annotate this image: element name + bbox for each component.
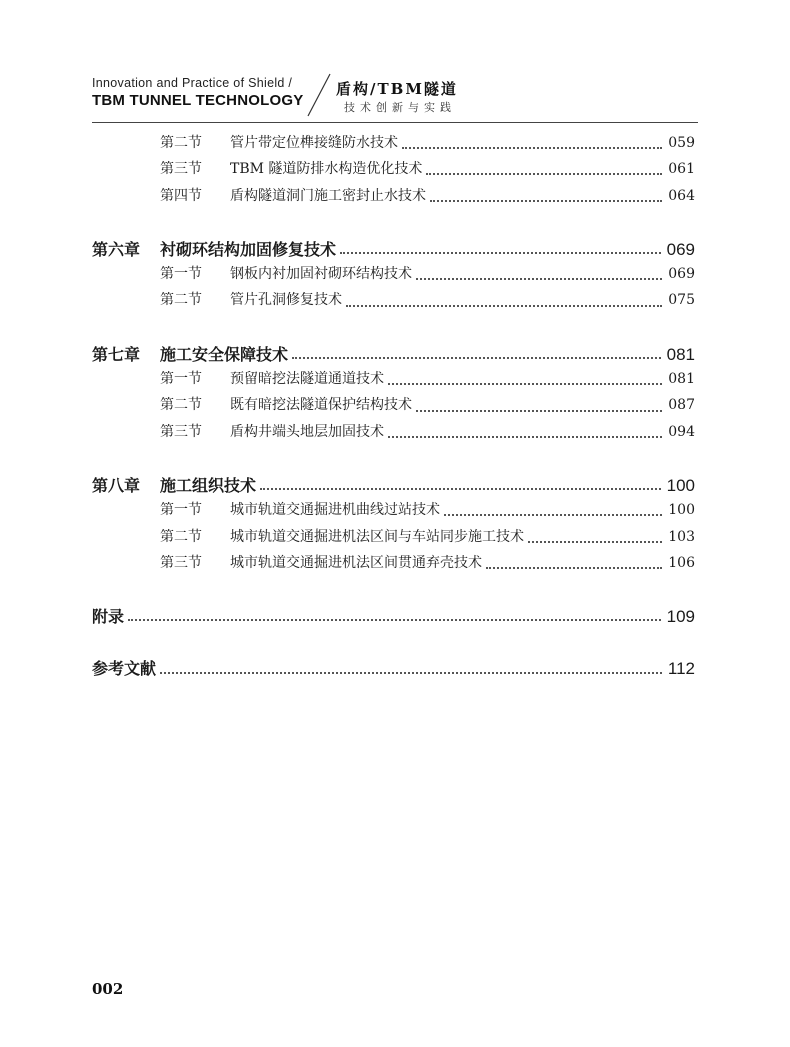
section-title: 盾构隧道洞门施工密封止水技术 <box>230 187 426 204</box>
dot-leader <box>528 541 662 543</box>
toc-section-row <box>92 421 695 447</box>
series-title-cn: 盾构/TBM隧道 <box>336 80 458 98</box>
section-page: 061 <box>668 161 695 178</box>
section-title: 城市轨道交通掘进机法区间与车站同步施工技术 <box>230 528 524 545</box>
toc-section-row <box>92 132 695 158</box>
toc-section-row <box>92 289 695 315</box>
dot-leader <box>416 278 662 280</box>
dot-leader <box>292 357 661 359</box>
toc-section-row <box>92 552 695 578</box>
header-rule <box>92 122 698 123</box>
section-title: 管片带定位榫接缝防水技术 <box>230 135 398 151</box>
section-page: 087 <box>668 397 695 414</box>
series-title-en-line2: TBM TUNNEL TECHNOLOGY <box>92 92 304 109</box>
section-page: 059 <box>668 135 695 151</box>
references-title: 参考文献 <box>92 659 157 679</box>
section-page: 069 <box>668 266 695 283</box>
toc-section-row <box>92 263 695 289</box>
chapter-page: 069 <box>666 239 695 259</box>
section-page: 081 <box>668 371 695 388</box>
toc-section-row <box>92 394 695 420</box>
series-subtitle-cn: 技术创新与实践 <box>344 101 456 114</box>
section-label: 第二节 <box>160 135 202 151</box>
chapter-label: 第八章 <box>92 475 141 495</box>
toc-chapter-row <box>92 237 695 263</box>
dot-leader <box>416 410 662 412</box>
dot-leader <box>346 305 662 307</box>
references-page: 112 <box>667 659 695 679</box>
toc-section-row <box>92 158 695 184</box>
running-header <box>92 72 698 124</box>
section-page: 103 <box>668 528 695 545</box>
section-title: 既有暗挖法隧道保护结构技术 <box>230 397 412 414</box>
chapter-label: 第六章 <box>92 239 141 259</box>
chapter-page: 081 <box>666 344 695 364</box>
section-title: TBM 隧道防排水构造优化技术 <box>230 161 423 178</box>
chapter-title: 施工组织技术 <box>160 475 257 495</box>
table-of-contents <box>92 132 695 683</box>
dot-leader <box>388 383 662 385</box>
appendix-title: 附录 <box>92 607 125 627</box>
section-page: 064 <box>668 187 695 204</box>
dot-leader <box>160 672 662 674</box>
toc-section-row <box>92 499 695 525</box>
section-page: 094 <box>668 423 695 440</box>
dot-leader <box>340 252 661 254</box>
section-label: 第三节 <box>160 554 202 571</box>
section-title: 管片孔洞修复技术 <box>230 292 342 309</box>
dot-leader <box>388 436 662 438</box>
dot-leader <box>402 147 662 149</box>
toc-references-row <box>92 656 695 682</box>
section-title: 盾构井端头地层加固技术 <box>230 423 384 440</box>
dot-leader <box>486 567 662 569</box>
chapter-title: 施工安全保障技术 <box>160 344 289 364</box>
section-label: 第三节 <box>160 161 202 178</box>
section-title: 城市轨道交通掘进机法区间贯通弃壳技术 <box>230 554 482 571</box>
section-label: 第一节 <box>160 266 202 283</box>
toc-appendix-row <box>92 604 695 630</box>
section-label: 第二节 <box>160 397 202 414</box>
toc-chapter-row <box>92 473 695 499</box>
toc-section-row <box>92 526 695 552</box>
section-page: 100 <box>668 502 695 519</box>
dot-leader <box>128 619 661 621</box>
header-slash-divider <box>302 72 332 120</box>
series-title-en-line1: Innovation and Practice of Shield / <box>92 76 293 90</box>
chapter-page: 100 <box>666 475 695 495</box>
section-label: 第一节 <box>160 371 202 388</box>
section-page: 075 <box>668 292 695 309</box>
section-label: 第三节 <box>160 423 202 440</box>
chapter-label: 第七章 <box>92 344 141 364</box>
appendix-page: 109 <box>666 607 695 627</box>
page-number: 002 <box>92 980 124 998</box>
section-title: 钢板内衬加固衬砌环结构技术 <box>230 266 412 283</box>
dot-leader <box>426 173 662 175</box>
dot-leader <box>430 200 662 202</box>
section-label: 第一节 <box>160 502 202 519</box>
section-label: 第二节 <box>160 528 202 545</box>
section-label: 第二节 <box>160 292 202 309</box>
section-label: 第四节 <box>160 187 202 204</box>
toc-section-row <box>92 368 695 394</box>
section-page: 106 <box>668 554 695 571</box>
section-title: 预留暗挖法隧道通道技术 <box>230 371 384 388</box>
dot-leader <box>444 514 662 516</box>
section-title: 城市轨道交通掘进机曲线过站技术 <box>230 502 440 519</box>
dot-leader <box>260 488 661 490</box>
toc-section-row <box>92 185 695 211</box>
toc-chapter-row <box>92 342 695 368</box>
chapter-title: 衬砌环结构加固修复技术 <box>160 239 337 259</box>
